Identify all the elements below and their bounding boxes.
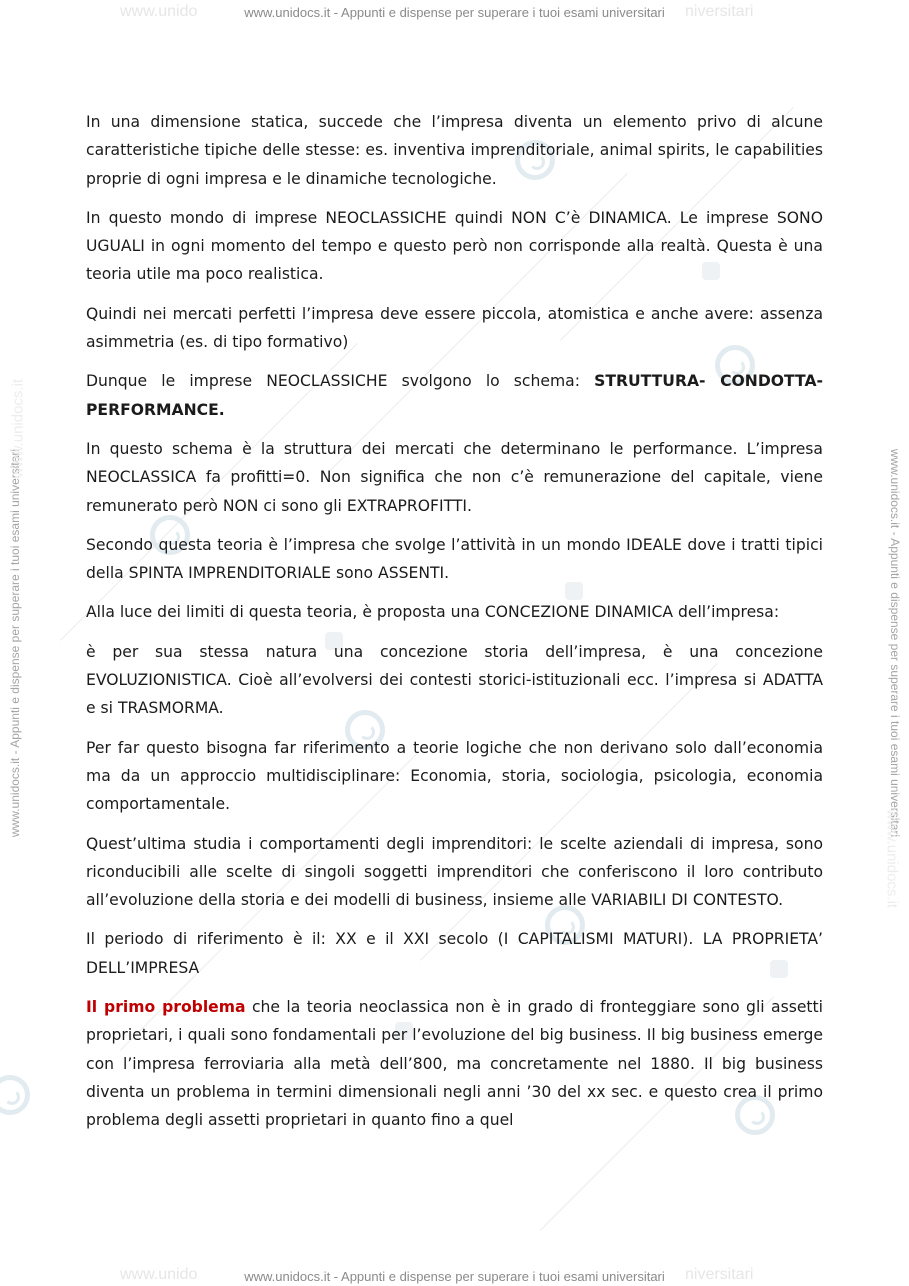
watermark-faint-left-bottom: www.unido	[120, 1266, 198, 1283]
paragraph-12	[86, 993, 823, 1134]
document-body	[86, 108, 823, 1146]
paragraph-6: Secondo questa teoria è l’impresa che svolge l’attività in un mondo IDEALE dove i tratti tipici della SPINTA IMPRENDITORIALE sono ASSENTI.	[86, 535, 823, 583]
side-watermark-faint-left: www.unidocs.it	[9, 378, 27, 479]
watermark-logo-icon	[0, 1075, 30, 1115]
watermark-faint-left-top: www.unido	[120, 3, 198, 20]
paragraph-3: Quindi nei mercati perfetti l’impresa deve essere piccola, atomistica e anche avere: assenza asimmetria (es. di tipo formativo)	[86, 304, 823, 352]
paragraph-8: è per sua stessa natura una concezione storia dell’impresa, è una concezione EVOLUZIONISTICA. Cioè all’evolversi dei contesti storici-istituzionali ecc. l’impresa si ADATTA e si TRASMORMA.	[86, 642, 823, 718]
side-watermark-faint-right: www.unidocs.it	[883, 808, 901, 909]
paragraph-1: In una dimensione statica, succede che l’impresa diventa un elemento privo di alcune caratteristiche tipiche delle stesse: es. inventiva imprenditoriale, animal spirits, le capabilities proprie di ogni impresa e le dinamiche tecnologiche.	[86, 113, 823, 188]
paragraph-7: Alla luce dei limiti di questa teoria, è proposta una CONCEZIONE DINAMICA dell’impresa:	[86, 603, 780, 622]
header-watermark: www.unidocs.it - Appunti e dispense per superare i tuoi esami universitari	[244, 5, 665, 20]
paragraph-4-bold: STRUTTURA- CONDOTTA- PERFORMANCE.	[86, 372, 823, 419]
paragraph-11: Il periodo di riferimento è il: XX e il XXI secolo (I CAPITALISMI MATURI). LA PROPRIETA’ DELL’IMPRESA	[86, 930, 823, 977]
paragraph-4-text: Dunque le imprese NEOCLASSICHE svolgono lo schema:	[86, 372, 595, 391]
side-watermark-left: www.unidocs.it - Appunti e dispense per superare i tuoi esami universitari	[8, 448, 22, 838]
paragraph-4	[86, 367, 823, 424]
paragraph-9: Per far questo bisogna far riferimento a teorie logiche che non derivano solo dall’economia ma da un approccio multidisciplinare: Economia, storia, sociologia, psicologia, economia comportamentale.	[86, 738, 823, 814]
watermark-faint-right-bottom: niversitari	[685, 1266, 754, 1283]
watermark-faint-right-top: niversitari	[685, 3, 754, 20]
paragraph-5: In questo schema è la struttura dei mercati che determinano le performance. L’impresa NEOCLASSICA fa profitti=0. Non significa che non c’è remunerazione del capitale, viene remunerato però NON ci sono gli EXTRAPROFITTI.	[86, 439, 823, 515]
paragraph-12-highlight: Il primo problema	[86, 998, 246, 1017]
paragraph-2: In questo mondo di imprese NEOCLASSICHE quindi NON C’è DINAMICA. Le imprese SONO UGUALI in ogni momento del tempo e questo però non corrisponde alla realtà. Questa è una teoria utile ma poco realistica.	[86, 208, 823, 284]
side-watermark-right: www.unidocs.it - Appunti e dispense per superare i tuoi esami universitari	[888, 448, 902, 838]
paragraph-10: Quest’ultima studia i comportamenti degli imprenditori: le scelte aziendali di impresa, sono riconducibili alle scelte di singoli soggetti imprenditori che conferiscono il loro contributo all’evoluzione della storia e dei modelli di business, insieme alle VARIABILI DI CONTESTO.	[86, 834, 823, 910]
footer-watermark: www.unidocs.it - Appunti e dispense per superare i tuoi esami universitari	[244, 1269, 665, 1284]
paragraph-12-text: che la teoria neoclassica non è in grado di fronteggiare sono gli assetti proprietari, i quali sono fondamentali per l’evoluzione del big business. Il big business emerge con l’impresa ferroviaria alla metà dell’800, ma concretamente nel 1880. Il big business diventa un problema in termini dimensionali negli anni ’30 del xx sec. e questo crea il primo problema degli assetti proprietari in quanto fino a quel	[86, 998, 823, 1130]
